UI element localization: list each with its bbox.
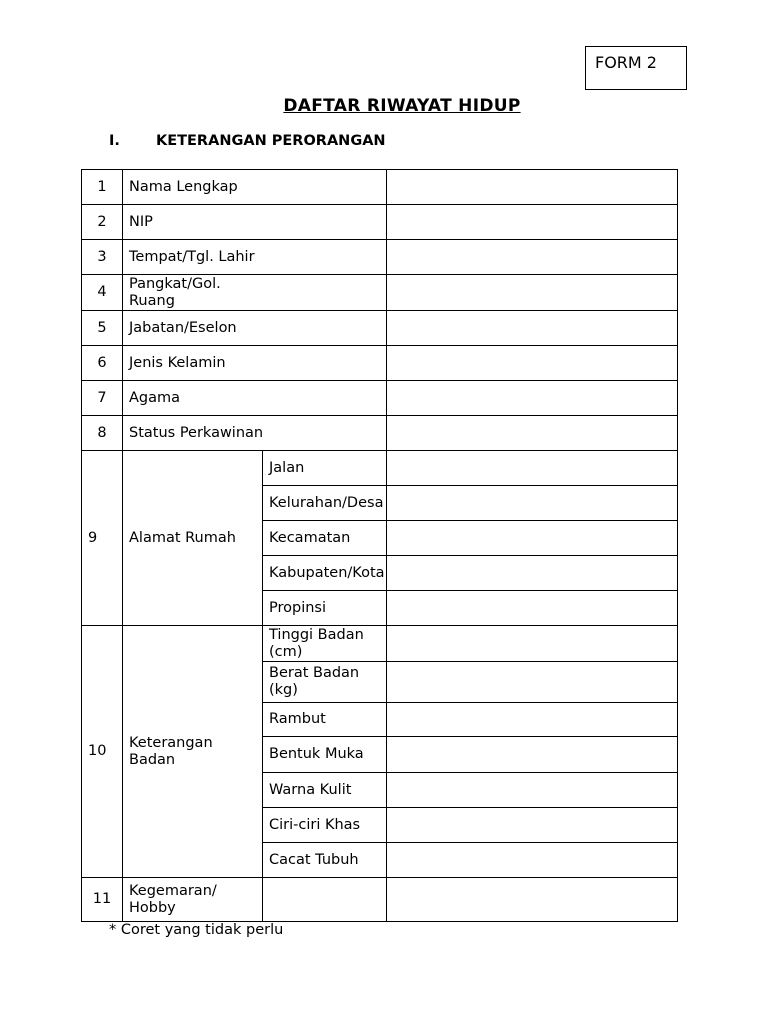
row-label: Agama (123, 381, 387, 416)
nama-lengkap-field[interactable] (387, 170, 678, 205)
sub-label: Warna Kulit (263, 773, 387, 808)
jalan-field[interactable] (387, 451, 678, 486)
berat-badan-field[interactable] (387, 662, 678, 703)
table-row (82, 346, 678, 381)
agama-field[interactable] (387, 381, 678, 416)
row-label-text: Kegemaran/ Hobby (129, 882, 217, 916)
row-label: Jabatan/Eselon (123, 311, 387, 346)
kabupaten-kota-field[interactable] (387, 556, 678, 591)
footnote: * Coret yang tidak perlu (109, 922, 284, 938)
row-number: 5 (82, 311, 123, 346)
row-label: Status Perkawinan (123, 416, 387, 451)
row-number: 9 (82, 451, 123, 626)
row-number: 3 (82, 240, 123, 275)
row-number: 4 (82, 275, 123, 311)
sub-label: Propinsi (263, 591, 387, 626)
page-title: DAFTAR RIWAYAT HIDUP (283, 96, 521, 116)
row-label: NIP (123, 205, 387, 240)
hobby-sub-field[interactable] (263, 878, 387, 922)
row-number: 11 (82, 878, 123, 922)
jenis-kelamin-field[interactable] (387, 346, 678, 381)
table-row (82, 170, 678, 205)
sub-label (263, 626, 387, 662)
propinsi-field[interactable] (387, 591, 678, 626)
table-row (82, 878, 678, 922)
tempat-tgl-lahir-field[interactable] (387, 240, 678, 275)
sub-label: Kecamatan (263, 521, 387, 556)
sub-label: Ciri-ciri Khas (263, 808, 387, 843)
table-row (82, 311, 678, 346)
sub-label-text: Tinggi Badan (cm) (269, 626, 364, 660)
kelurahan-desa-field[interactable] (387, 486, 678, 521)
table-row (82, 205, 678, 240)
row-label: Tempat/Tgl. Lahir (123, 240, 387, 275)
personal-info-table (81, 169, 678, 922)
sub-label (263, 662, 387, 703)
form-number-box (585, 46, 687, 90)
jabatan-eselon-field[interactable] (387, 311, 678, 346)
row-number: 10 (82, 626, 123, 878)
bentuk-muka-field[interactable] (387, 737, 678, 773)
section-number: I. (109, 133, 120, 149)
section-title: KETERANGAN PERORANGAN (156, 133, 386, 149)
table-row (82, 416, 678, 451)
row-label-text: Keterangan Badan (129, 734, 213, 768)
cacat-tubuh-field[interactable] (387, 843, 678, 878)
row-label: Jenis Kelamin (123, 346, 387, 381)
status-perkawinan-field[interactable] (387, 416, 678, 451)
sub-label-text: Berat Badan (kg) (269, 665, 360, 698)
row-number: 7 (82, 381, 123, 416)
sub-label: Rambut (263, 703, 387, 737)
sub-label: Cacat Tubuh (263, 843, 387, 878)
row-label: Nama Lengkap (123, 170, 387, 205)
row-label (123, 626, 263, 878)
hobby-field[interactable] (387, 878, 678, 922)
row-label (123, 275, 387, 311)
table-row (82, 451, 678, 486)
row-label (123, 878, 263, 922)
form-number-label: FORM 2 (595, 53, 657, 72)
rambut-field[interactable] (387, 703, 678, 737)
sub-label: Kabupaten/Kota (263, 556, 387, 591)
table-row (82, 381, 678, 416)
row-label: Alamat Rumah (123, 451, 263, 626)
sub-label: Bentuk Muka (263, 737, 387, 773)
tinggi-badan-field[interactable] (387, 626, 678, 662)
table-row (82, 275, 678, 311)
row-number: 2 (82, 205, 123, 240)
row-label-text: Pangkat/Gol. Ruang (129, 275, 221, 309)
table-row (82, 240, 678, 275)
table-row (82, 626, 678, 662)
row-number: 8 (82, 416, 123, 451)
warna-kulit-field[interactable] (387, 773, 678, 808)
row-number: 6 (82, 346, 123, 381)
ciri-ciri-khas-field[interactable] (387, 808, 678, 843)
kecamatan-field[interactable] (387, 521, 678, 556)
nip-field[interactable] (387, 205, 678, 240)
sub-label: Kelurahan/Desa (263, 486, 387, 521)
row-number: 1 (82, 170, 123, 205)
pangkat-gol-field[interactable] (387, 275, 678, 311)
sub-label: Jalan (263, 451, 387, 486)
